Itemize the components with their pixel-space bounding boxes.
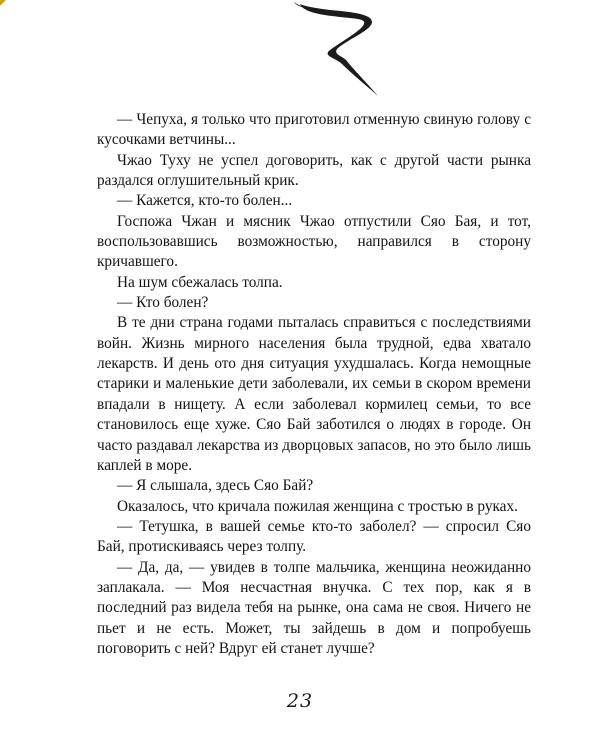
paragraph-3: — Кажется, кто-то болен...: [117, 192, 293, 210]
paragraph-2: Чжао Туху не успел договорить, как с другой части рынка раздался оглушительный крик.: [97, 151, 531, 190]
paragraph-8: — Я слышала, здесь Сяо Бай?: [117, 477, 314, 495]
paragraph-11: — Да, да, — увидев в толпе мальчика, женщина неожиданно заплакала. — Моя несчастная внучка. С тех пор, как я в последний раз видела тебя на рынке, она сама не своя. Ничего не пьет и не есть. Может, ты зайдешь в дом и попробуешь поговорить с ней? Вдруг ей станет лучше?: [97, 558, 531, 657]
paragraph-6: — Кто болен?: [117, 294, 209, 312]
paragraph-1: — Чепуха, я только что приготовил отменную свиную голову с кусочками ветчины...: [97, 111, 531, 149]
paragraph-10: — Тетушка, в вашей семье кто-то заболел? — спросил Сяо Бай, протискиваясь через толпу.: [97, 517, 531, 556]
brush-stroke-ornament-icon: [282, 0, 402, 100]
paragraph-9: Оказалось, что кричала пожилая женщина с тростью в руках.: [117, 497, 518, 515]
paragraph-5: На шум сбежалась толпа.: [117, 273, 283, 291]
corner-mark-icon: [0, 0, 10, 10]
body-text: [97, 110, 531, 659]
page-number: 23: [286, 690, 314, 712]
paragraph-4: Госпожа Чжан и мясник Чжао отпустили Сяо Бая, и тот, воспользовавшись возможностью, направился в сторону кричавшего.: [97, 212, 531, 271]
paragraph-7: В те дни страна годами пыталась справиться с последствиями войн. Жизнь мирного населения была трудной, едва хватало лекарств. И день ото дня ситуация ухудшалась. Когда немощные старики и маленькие дети заболевали, их семьи в скором времени впадали в нищету. А если заболевал кормилец семьи, то все становилось еще хуже. Сяо Бай заботился о людях в городе. Он часто раздавал лекарства из дворцовых запасов, но это было лишь каплей в море.: [97, 314, 531, 474]
